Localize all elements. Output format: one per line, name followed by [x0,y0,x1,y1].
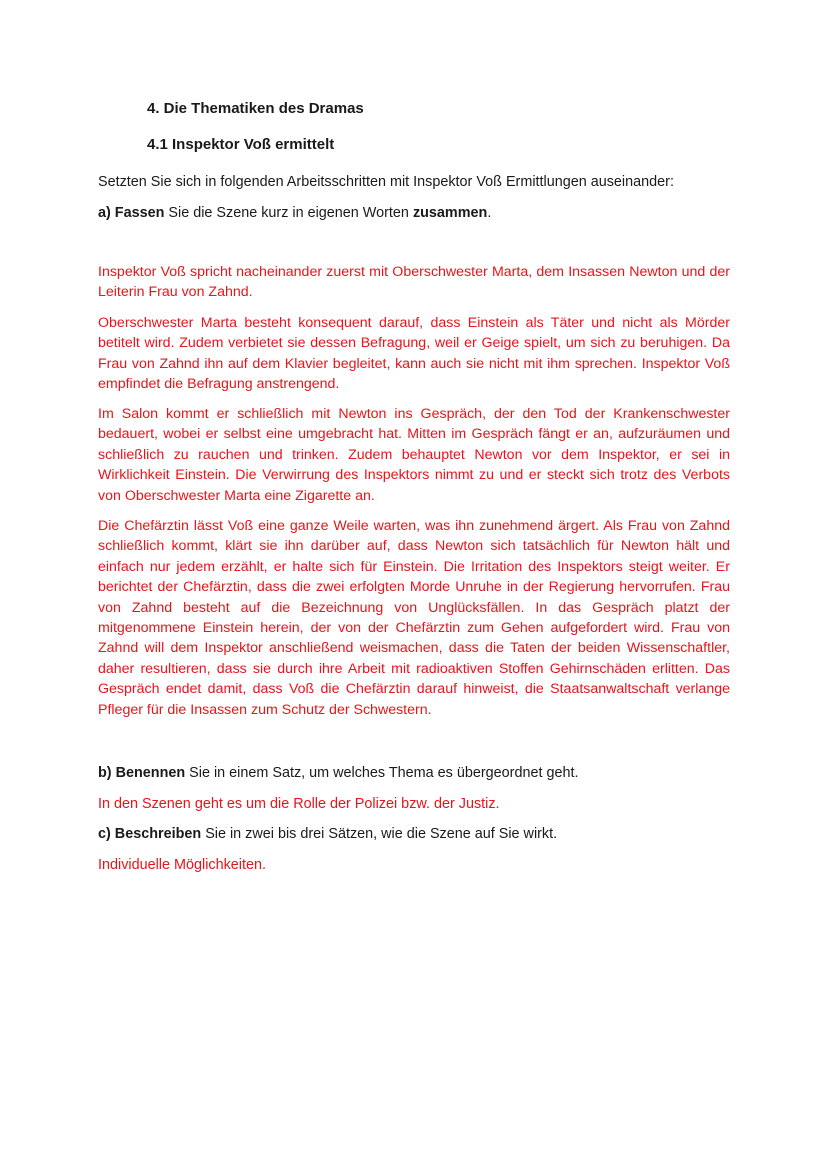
section-heading: 4. Die Thematiken des Dramas [147,100,364,117]
task-a-text: Sie die Szene kurz in eigenen Worten [168,205,409,221]
task-c-text: Sie in zwei bis drei Sätzen, wie die Szene auf Sie wirkt. [205,826,558,842]
answer-b: In den Szenen geht es um die Rolle der Polizei bzw. der Justiz. [98,796,500,812]
task-a-end: . [487,205,492,221]
task-a [98,203,730,224]
answer-c: Individuelle Möglichkeiten. [98,857,266,873]
answer-a-paragraph-3: Im Salon kommt er schließlich mit Newton ins Gespräch, der den Tod der Krankenschwester bedauert, wobei er selbst eine umgebracht hat. Mitten im Gespräch fängt er an, aufzuräumen und schließlich zu rauchen und trinken. Zudem behauptet Newton vor dem Inspektor, er sei in Wirklichkeit Einstein. Die Verwirrung des Inspektors nimmt zu und er steckt sich trotz des Verbots von Oberschwester Marta eine Zigarette an. [98,406,730,504]
section-subheading: 4.1 Inspektor Voß ermittelt [147,136,335,153]
task-c-verb: Beschreiben [114,826,202,842]
answer-a-paragraph-2: Oberschwester Marta besteht konsequent darauf, dass Einstein als Täter und nicht als Mörder betitelt wird. Zudem verbietet sie dessen Befragung, weil er Geige spielt, um sich zu beruhigen. Da Frau von Zahnd ihn auf dem Klavier begleitet, kann auch sie nicht mit ihm sprechen. Inspektor Voß empfindet die Befragung anstrengend. [98,315,730,393]
task-a-verb: Fassen [114,205,165,221]
intro-text: Setzten Sie sich in folgenden Arbeitsschritten mit Inspektor Voß Ermittlungen auseinander: [98,174,674,190]
task-a-label: a) [98,205,111,221]
task-c [98,824,730,845]
task-b-label: b) [98,765,112,781]
task-b [98,763,730,784]
answer-a-paragraph-4: Die Chefärztin lässt Voß eine ganze Weile warten, was ihn zunehmend ärgert. Als Frau von Zahnd schließlich kommt, klärt sie ihn darüber auf, dass Newton sich tatsächlich für Newton hält und einfach nur jedem erzählt, er halte sich für Einstein. Die Irritation des Inspektors steigt weiter. Er berichtet der Chefärztin, dass die zwei erfolgten Morde Unruhe in der Regierung hervorrufen. Frau von Zahnd besteht auf die Bezeichnung von Unglücksfällen. In das Gespräch platzt der mitgenommene Einstein herein, der von der Chefärztin zum Gehen aufgefordert wird. Frau von Zahnd will dem Inspektor anschließend weismachen, dass die Taten der beiden Wissenschaftler, daher resultieren, dass sie durch ihre Arbeit mit radioaktiven Stoffen Gehirnschäden erlitten. Das Gespräch endet damit, dass Voß die Chefärztin darauf hinweist, die Staatsanwaltschaft verlange Pfleger für die Insassen zum Schutz der Schwestern. [98,518,730,718]
task-a-keyword: zusammen [412,205,488,221]
task-c-label: c) [98,826,111,842]
answer-a-paragraph-1: Inspektor Voß spricht nacheinander zuerst mit Oberschwester Marta, dem Insassen Newton und der Leiterin Frau von Zahnd. [98,264,730,301]
task-b-text: Sie in einem Satz, um welches Thema es übergeordnet geht. [189,765,579,781]
task-b-verb: Benennen [115,765,186,781]
